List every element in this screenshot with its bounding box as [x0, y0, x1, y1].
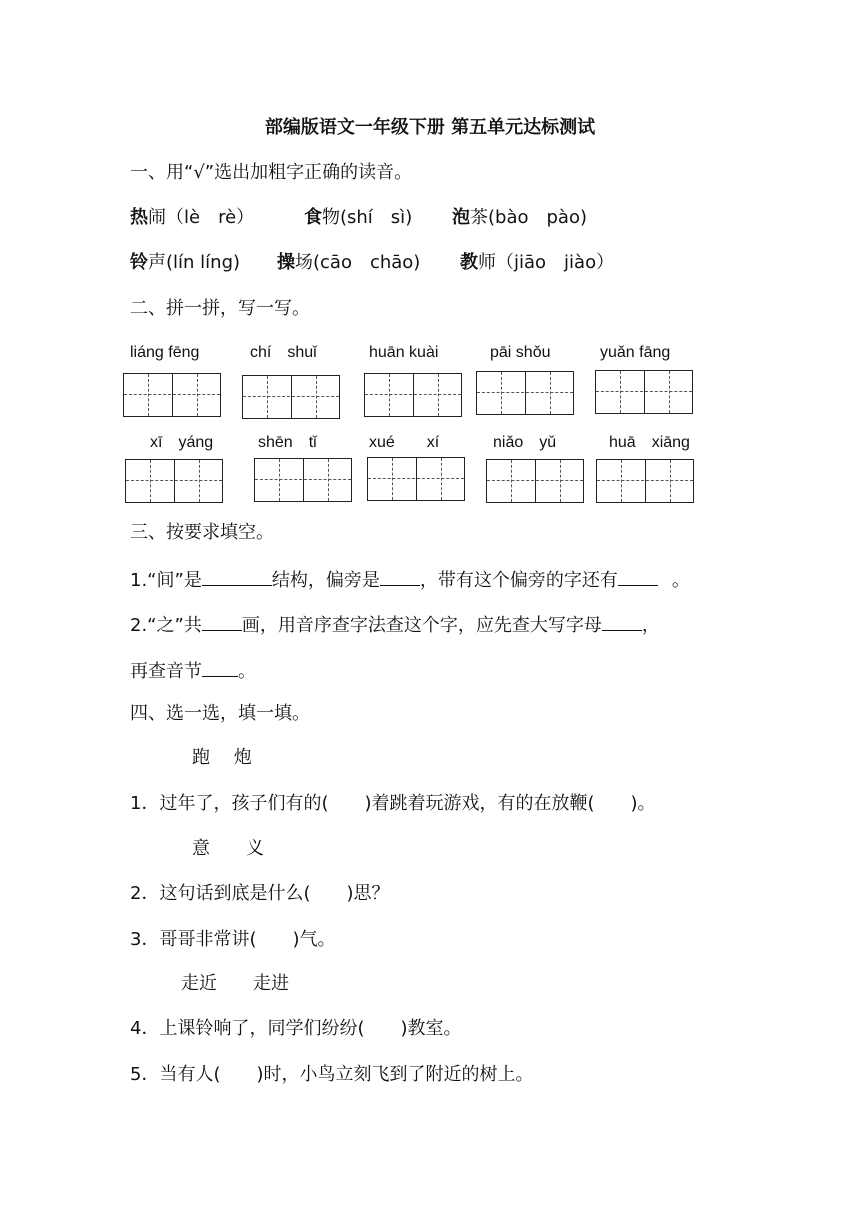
answer-blank[interactable] — [602, 610, 642, 631]
tian-grid-box[interactable] — [364, 373, 462, 417]
pinyin-label: huā xiāng — [609, 434, 690, 451]
bold-char: 食 — [304, 207, 322, 228]
pinyin-label: shēn tǐ — [258, 434, 317, 451]
reading-options: 闹（lè rè） — [148, 207, 255, 228]
pinyin-label: pāi shǒu — [490, 344, 551, 361]
tian-grid-box[interactable] — [125, 459, 223, 503]
pinyin-label: liáng fēng — [130, 344, 200, 361]
tian-grid-box[interactable] — [596, 459, 694, 503]
tian-grid-box[interactable] — [242, 375, 340, 419]
answer-blank[interactable] — [202, 565, 272, 586]
reading-item — [304, 205, 412, 231]
word-options: 走近 走进 — [181, 973, 289, 994]
bold-char: 操 — [277, 252, 295, 273]
answer-blank[interactable] — [380, 565, 420, 586]
reading-options: 声(lín líng) — [148, 252, 241, 273]
word-options: 跑 炮 — [192, 747, 252, 768]
reading-item — [130, 250, 240, 276]
reading-options: 物(shí sì) — [322, 207, 413, 228]
fill-question-2-cont: 再查音节 。 — [130, 656, 256, 685]
answer-blank[interactable] — [202, 656, 238, 677]
bold-char: 教 — [460, 252, 478, 273]
fill-question-1: 1.“间”是 结构，偏旁是 ，带有这个偏旁的字还有 。 — [130, 565, 690, 594]
pinyin-label: yuǎn fāng — [600, 344, 671, 361]
tian-grid-box[interactable] — [123, 373, 221, 417]
reading-options: 茶(bào pào) — [470, 207, 587, 228]
choice-question: 5．当有人( )时，小鸟立刻飞到了附近的树上。 — [130, 1064, 534, 1085]
pinyin-label: chí shuǐ — [250, 344, 317, 361]
pinyin-label: xī yáng — [150, 434, 214, 451]
reading-item — [460, 250, 614, 276]
tian-grid-box[interactable] — [595, 370, 693, 414]
choice-question: 2．这句话到底是什么( )思？ — [130, 883, 390, 904]
bold-char: 铃 — [130, 252, 148, 273]
section-4-heading: 四、选一选，填一填。 — [130, 703, 310, 724]
choice-question: 3．哥哥非常讲( )气。 — [130, 929, 336, 950]
fill-question-2: 2.“之”共 画，用音序查字法查这个字，应先查大写字母 ， — [130, 610, 660, 639]
bold-char: 热 — [130, 207, 148, 228]
section-1-heading: 一、用“√”选出加粗字正确的读音。 — [130, 162, 413, 183]
word-options: 意 义 — [192, 838, 264, 859]
section-2-heading: 二、拼一拼，写一写。 — [130, 298, 310, 319]
tian-grid-box[interactable] — [254, 458, 352, 502]
pinyin-label: xué xí — [369, 434, 440, 451]
reading-item — [452, 205, 587, 231]
tian-grid-box[interactable] — [367, 457, 465, 501]
reading-options: 师（jiāo jiào） — [478, 252, 615, 273]
reading-item — [130, 205, 254, 231]
tian-grid-box[interactable] — [476, 371, 574, 415]
reading-options: 场(cāo chāo) — [295, 252, 421, 273]
answer-blank[interactable] — [618, 565, 658, 586]
tian-grid-box[interactable] — [486, 459, 584, 503]
reading-item — [277, 250, 420, 276]
pinyin-label: huān kuài — [369, 344, 439, 361]
choice-question: 4．上课铃响了，同学们纷纷( )教室。 — [130, 1018, 462, 1039]
pinyin-label: niǎo yǔ — [493, 434, 557, 451]
section-3-heading: 三、按要求填空。 — [130, 522, 274, 543]
page-title: 部编版语文一年级下册 第五单元达标测试 — [264, 117, 596, 138]
choice-question: 1．过年了，孩子们有的( )着跳着玩游戏，有的在放鞭( )。 — [130, 793, 656, 814]
bold-char: 泡 — [452, 207, 470, 228]
answer-blank[interactable] — [202, 610, 242, 631]
